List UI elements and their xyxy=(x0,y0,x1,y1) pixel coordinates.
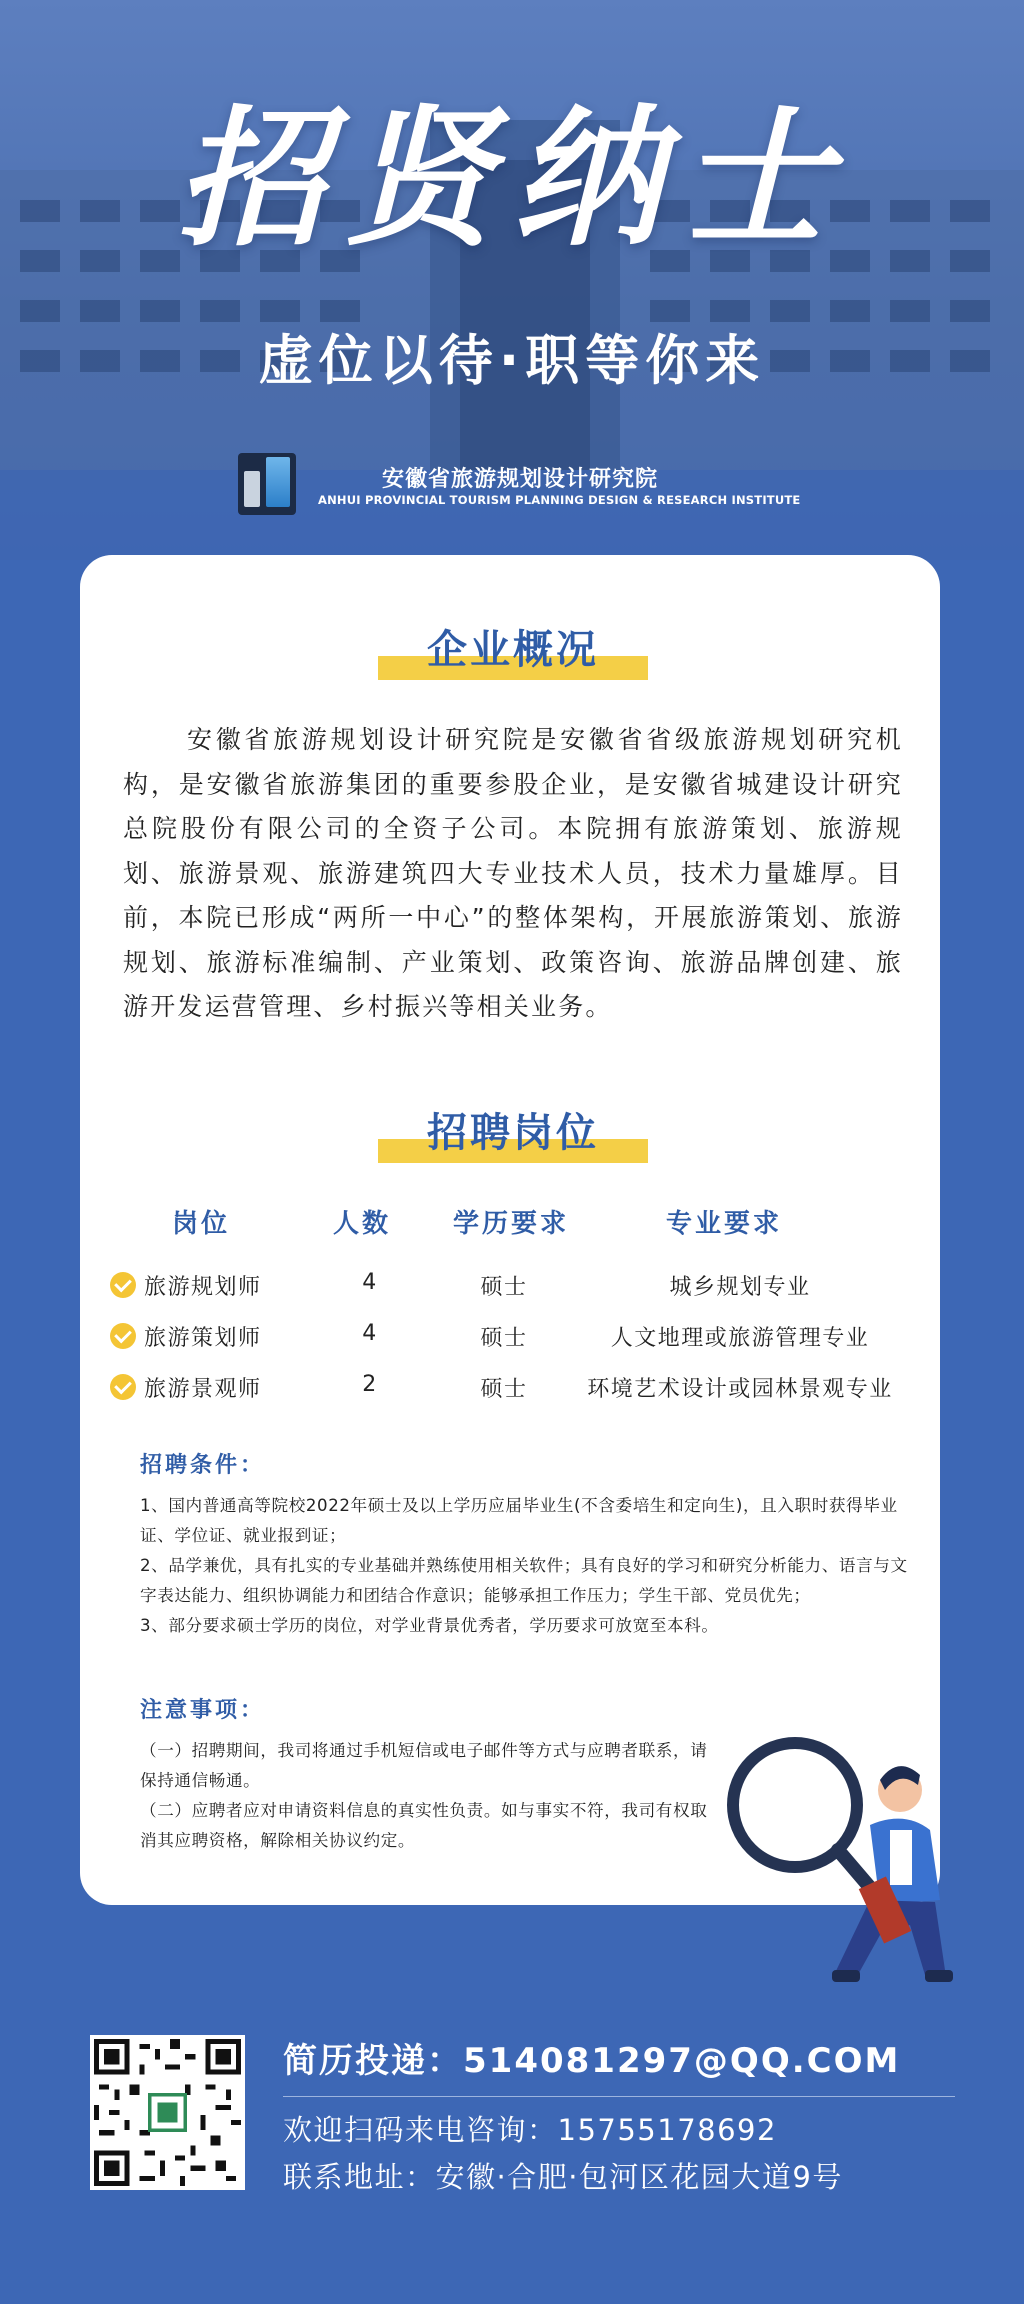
hero-subtitle: 虚位以待·职等你来 xyxy=(258,329,766,392)
table-row xyxy=(0,1313,1024,1363)
check-circle-icon xyxy=(110,1323,136,1349)
row-education: 硕士 xyxy=(480,1326,528,1351)
condition-item: 3、部分要求硕士学历的岗位，对学业背景优秀者，学历要求可放宽至本科。 xyxy=(140,1616,719,1635)
row-post: 旅游策划师 xyxy=(144,1326,262,1351)
condition-item: 2、品学兼优，具有扎实的专业基础并熟练使用相关软件；具有良好的学习和研究分析能力、语言与文字表达能力、组织协调能力和团结合作意识；能够承担工作压力；学生干部、党员优先； xyxy=(140,1556,908,1605)
note-item: （一）招聘期间，我司将通过手机短信或电子邮件等方式与应聘者联系，请保持通信畅通。 xyxy=(140,1741,708,1790)
institute-logo xyxy=(238,453,296,515)
magnifier-illustration xyxy=(720,1730,960,2000)
table-row xyxy=(0,1364,1024,1414)
contact-phone[interactable]: 欢迎扫码来电咨询：15755178692 xyxy=(283,2113,777,2147)
column-header-education: 学历要求 xyxy=(453,1209,570,1239)
row-major: 城乡规划专业 xyxy=(669,1275,811,1300)
org-name-en: ANHUI PROVINCIAL TOURISM PLANNING DESIGN & RESEARCH INSTITUTE xyxy=(318,493,801,507)
row-education: 硕士 xyxy=(480,1275,528,1300)
note-item: （二）应聘者应对申请资料信息的真实性负责。如与事实不符，我司有权取消其应聘资格，解除相关协议约定。 xyxy=(140,1801,708,1850)
overview-paragraph: 安徽省旅游规划设计研究院是安徽省省级旅游规划研究机构，是安徽省旅游集团的重要参股企业，是安徽省城建设计研究总院股份有限公司的全资子公司。本院拥有旅游策划、旅游规划、旅游景观、旅游建筑四大专业技术人员，技术力量雄厚。目前，本院已形成“两所一中心”的整体架构，开展旅游策划、旅游规划、旅游标准编制、产业策划、政策咨询、旅游品牌创建、旅游开发运营管理、乡村振兴等相关业务。 xyxy=(123,725,903,1021)
condition-item: 1、国内普通高等院校2022年硕士及以上学历应届毕业生(不含委培生和定向生)，且入职时获得毕业证、学位证、就业报到证； xyxy=(140,1496,898,1545)
overview-heading-text: 企业概况 xyxy=(427,627,599,673)
check-circle-icon xyxy=(110,1272,136,1298)
hero-title: 招贤纳士 xyxy=(175,93,848,267)
org-name-cn: 安徽省旅游规划设计研究院 xyxy=(381,467,658,492)
row-major: 人文地理或旅游管理专业 xyxy=(610,1326,870,1351)
notes-list xyxy=(140,1736,720,1856)
resume-email[interactable]: 简历投递：514081297@QQ.COM xyxy=(283,2041,901,2081)
row-count: 2 xyxy=(362,1372,378,1397)
conditions-heading: 招聘条件： xyxy=(140,1453,266,1478)
contact-divider xyxy=(283,2096,955,2097)
qr-code-graphic xyxy=(94,2039,241,2186)
row-post: 旅游景观师 xyxy=(144,1377,262,1402)
row-post: 旅游规划师 xyxy=(144,1275,262,1300)
qr-code[interactable] xyxy=(90,2035,245,2190)
column-header-count: 人数 xyxy=(333,1209,392,1239)
conditions-list xyxy=(140,1491,910,1641)
column-header-major: 专业要求 xyxy=(666,1209,783,1239)
table-row xyxy=(0,1262,1024,1312)
positions-heading xyxy=(378,1105,648,1165)
column-header-post: 岗位 xyxy=(172,1209,231,1239)
overview-heading xyxy=(378,622,648,682)
hero-banner xyxy=(0,0,1024,560)
row-count: 4 xyxy=(362,1270,378,1295)
positions-heading-text: 招聘岗位 xyxy=(427,1110,599,1156)
notes-heading: 注意事项： xyxy=(140,1698,266,1723)
row-education: 硕士 xyxy=(480,1377,528,1402)
check-circle-icon xyxy=(110,1374,136,1400)
contact-address: 联系地址：安徽·合肥·包河区花园大道9号 xyxy=(283,2160,843,2194)
row-count: 4 xyxy=(362,1321,378,1346)
row-major: 环境艺术设计或园林景观专业 xyxy=(587,1377,893,1402)
